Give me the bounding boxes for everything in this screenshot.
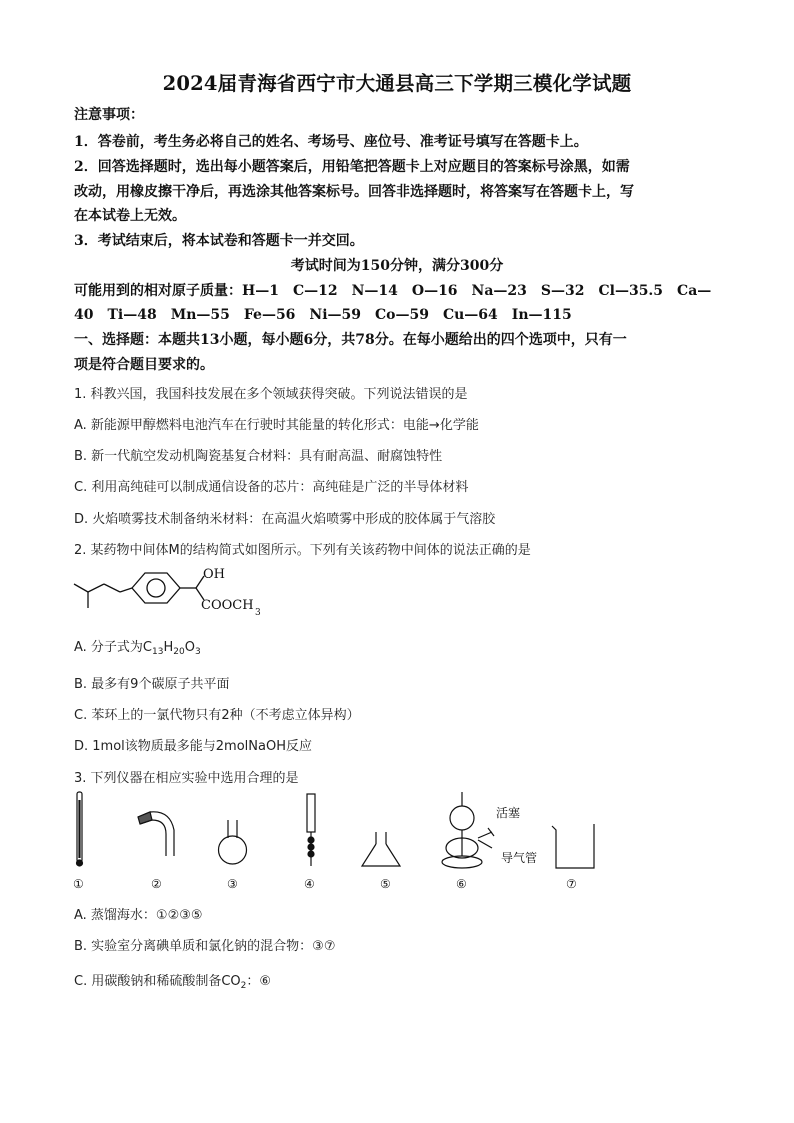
- apparatus-label-4: ④: [304, 877, 315, 891]
- q2-a-o: O: [184, 640, 195, 655]
- q2-a-sub-c: 13: [152, 647, 164, 657]
- adapter-tube-icon: [138, 812, 174, 856]
- q3-option-a: A. 蒸馏海水：①②③⑤: [74, 908, 203, 923]
- q3-option-c: [74, 970, 724, 989]
- section-heading-line-2: 项是符合题目要求的。: [74, 357, 214, 373]
- q1-option-d: D. 火焰喷雾技术制备纳米材料：在高温火焰喷雾中形成的胶体属于气溶胶: [74, 512, 496, 527]
- q3-c-sub: 2: [240, 981, 247, 991]
- q2-a-sub-h: 20: [173, 647, 185, 657]
- round-flask-icon: [219, 820, 247, 864]
- q1-option-a: A. 新能源甲醇燃料电池汽车在行驶时其能量的转化形式：电能→化学能: [74, 418, 479, 433]
- callout-gas-tube: 导气管: [501, 851, 538, 865]
- exam-title: 2024届青海省西宁市大通县高三下学期三模化学试题: [162, 72, 632, 95]
- exam-time: 考试时间为150分钟，满分300分: [290, 258, 504, 274]
- notice-item-2-line-1: 2．回答选择题时，选出每小题答案后，用铅笔把答题卡上对应题目的答案标号涂黑，如需: [74, 159, 630, 175]
- beaker-icon: [552, 824, 594, 868]
- atomic-mass-line-2: 40 Ti—48 Mn—55 Fe—56 Ni—59 Co—59 Cu—64 In—115: [74, 307, 572, 323]
- q1-option-b: B. 新一代航空发动机陶瓷基复合材料：具有耐高温、耐腐蚀特性: [74, 449, 443, 464]
- q2-option-d: D. 1mol该物质最多能与2molNaOH反应: [74, 739, 312, 754]
- notice-item-1: 1．答卷前，考生务必将自己的姓名、考场号、座位号、准考证号填写在答题卡上。: [74, 134, 588, 150]
- thermometer-icon: [77, 792, 83, 866]
- q2-a-text: A. 分子式为C: [74, 640, 153, 655]
- notice-heading: 注意事项：: [74, 107, 144, 123]
- kipp-generator-icon: [442, 792, 494, 868]
- q3-option-b: B. 实验室分离碘单质和氯化钠的混合物：③⑦: [74, 939, 336, 954]
- callout-valve: 活塞: [496, 806, 521, 820]
- q3-c-text: C. 用碳酸钠和稀硫酸制备CO: [74, 974, 241, 989]
- q2-stem: 2. 某药物中间体M的结构简式如图所示。下列有关该药物中间体的说法正确的是: [74, 543, 531, 558]
- notice-item-2-line-3: 在本试卷上无效。: [74, 208, 186, 224]
- q2-option-c: C. 苯环上的一氯代物只有2种（不考虑立体异构）: [74, 708, 360, 723]
- structure-diagram: [70, 562, 280, 624]
- atomic-mass-line-1: 可能用到的相对原子质量：H—1 C—12 N—14 O—16 Na—23 S—32 Cl—35.5 Ca—: [74, 283, 712, 299]
- notice-item-2-line-2: 改动，用橡皮擦干净后，再选涂其他答案标号。回答非选择题时，将答案写在答题卡上，写: [74, 184, 634, 200]
- q2-a-sub-o: 3: [194, 647, 201, 657]
- apparatus-label-5: ⑤: [380, 877, 391, 891]
- q3-stem: 3. 下列仪器在相应实验中选用合理的是: [74, 771, 299, 786]
- q3-c-suffix: ：⑥: [246, 974, 272, 989]
- q2-option-b: B. 最多有9个碳原子共平面: [74, 677, 230, 692]
- apparatus-label-6: ⑥: [456, 877, 467, 891]
- apparatus-label-3: ③: [227, 877, 238, 891]
- apparatus-label-7: ⑦: [566, 877, 577, 891]
- notice-item-3: 3．考试结束后，将本试卷和答题卡一并交回。: [74, 233, 364, 249]
- q2-option-a: [74, 636, 724, 655]
- q2-a-h: H: [163, 640, 174, 655]
- struct-oh-label: OH: [203, 567, 225, 582]
- q1-option-c: C. 利用高纯硅可以制成通信设备的芯片：高纯硅是广泛的半导体材料: [74, 480, 469, 495]
- section-heading-line-1: 一、选择题：本题共13小题，每小题6分，共78分。在每小题给出的四个选项中，只有一: [74, 332, 627, 348]
- struct-ester-label: COOCH: [201, 598, 254, 613]
- q1-stem: 1. 科教兴国，我国科技发展在多个领域获得突破。下列说法错误的是: [74, 387, 468, 402]
- struct-ester-subscript: 3: [255, 608, 261, 618]
- separatory-tube-icon: [307, 794, 315, 866]
- conical-flask-icon: [362, 832, 400, 866]
- apparatus-label-2: ②: [151, 877, 162, 891]
- molecule-svg: [70, 562, 280, 624]
- apparatus-label-1: ①: [73, 877, 84, 891]
